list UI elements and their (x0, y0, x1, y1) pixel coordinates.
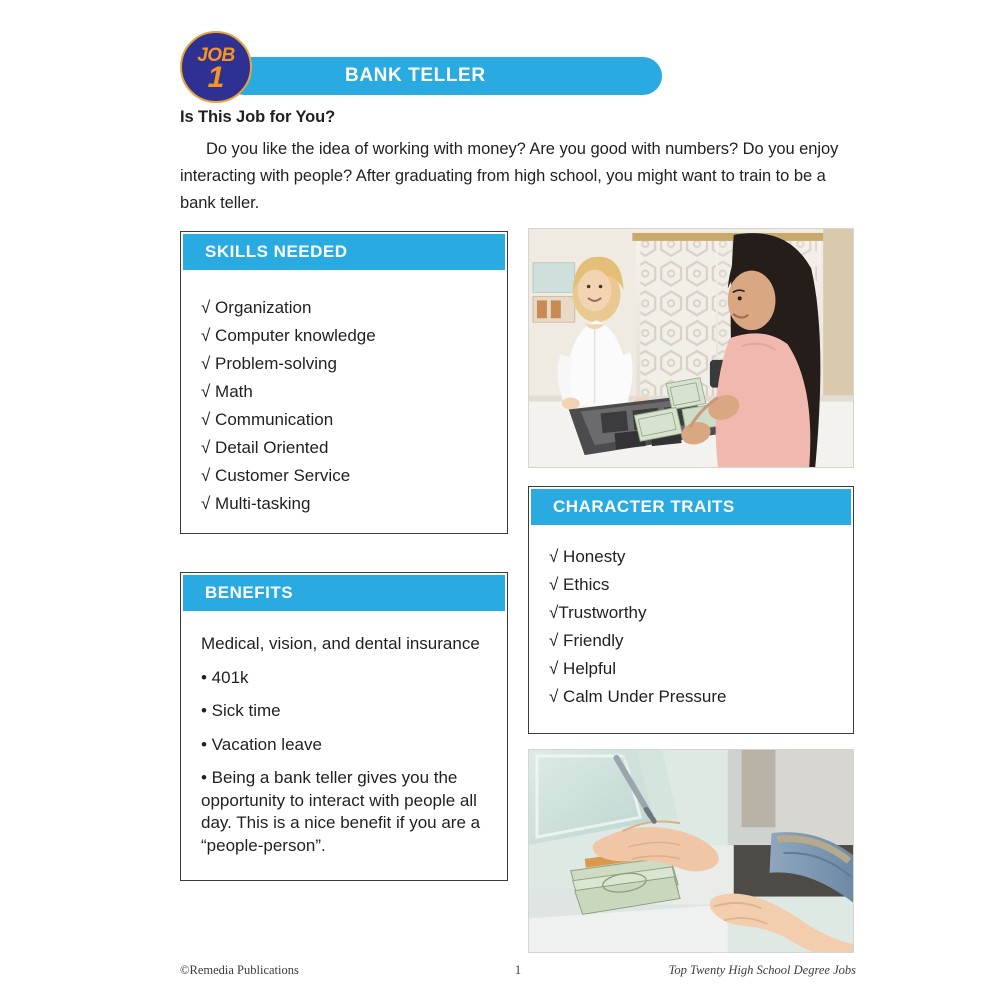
character-traits-card (528, 486, 854, 734)
list-item: √ Customer Service (201, 466, 351, 485)
list-item: √Trustworthy (549, 603, 647, 622)
job-badge-word: JOB (197, 45, 235, 66)
page-header (180, 18, 856, 108)
job-badge-number: 1 (207, 61, 225, 94)
list-item: √ Communication (201, 410, 334, 429)
skills-list (181, 270, 507, 528)
benefits-card-header (183, 575, 505, 611)
intro-heading: Is This Job for You? (180, 108, 336, 126)
intro-section (180, 108, 852, 217)
footer-page-number: 1 (514, 963, 522, 977)
list-item: • Vacation leave (201, 734, 322, 754)
list-item: Medical, vision, and dental insurance (201, 634, 480, 653)
list-item: √ Problem-solving (201, 354, 337, 373)
list-item: √ Calm Under Pressure (549, 687, 727, 706)
footer-publisher: ©Remedia Publications (180, 963, 299, 977)
benefits-card (180, 572, 508, 881)
list-item: √ Helpful (549, 659, 616, 678)
list-item: √ Friendly (549, 631, 624, 650)
list-item: √ Computer knowledge (201, 326, 376, 345)
job-number-badge (180, 31, 252, 103)
benefits-list (181, 611, 507, 867)
list-item: √ Multi-tasking (201, 494, 311, 513)
list-item: √ Organization (201, 298, 312, 317)
cash-handoff-photo (528, 749, 854, 953)
skills-card-title: SKILLS NEEDED (205, 242, 348, 261)
list-item: √ Ethics (549, 575, 610, 594)
list-item: • Sick time (201, 701, 281, 720)
list-item: √ Honesty (549, 547, 626, 566)
skills-card-header (183, 234, 505, 270)
benefits-card-title: BENEFITS (205, 583, 294, 602)
list-item: √ Detail Oriented (201, 438, 329, 457)
page-footer (180, 963, 856, 983)
footer-book-title: Top Twenty High School Degree Jobs (668, 963, 856, 977)
traits-list (529, 525, 853, 721)
job-title: BANK TELLER (345, 65, 486, 86)
traits-card-header (531, 489, 851, 525)
job-title-bar (225, 57, 662, 95)
list-item: √ Math (201, 382, 253, 401)
teller-counter-photo (528, 228, 854, 468)
list-item: • Being a bank teller gives you the opportunity to interact with people all day. This is a nice benefit if you are a “people-person”. (201, 768, 481, 855)
skills-needed-card (180, 231, 508, 534)
intro-paragraph: Do you like the idea of working with money? Are you good with numbers? Do you enjoy interacting with people? After graduating from high school, you might want to train to be a bank teller. (180, 140, 839, 212)
traits-card-title: CHARACTER TRAITS (553, 497, 735, 516)
list-item: • 401k (201, 667, 249, 687)
